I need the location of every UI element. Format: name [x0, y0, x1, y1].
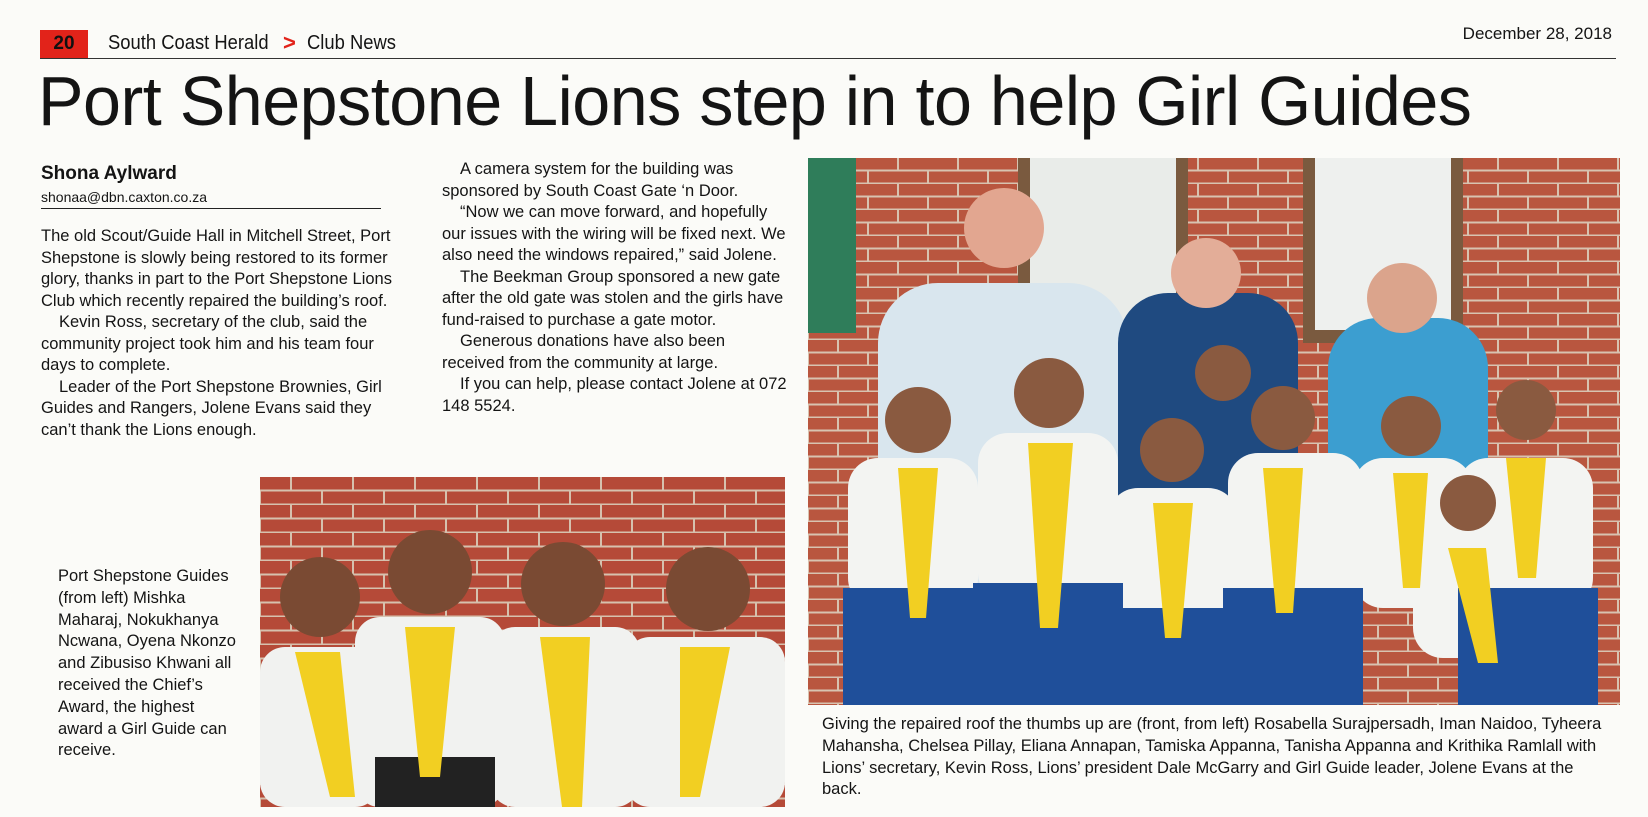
newspaper-name: South Coast Herald	[108, 32, 269, 54]
group-photo	[808, 158, 1620, 705]
paragraph: If you can help, please contact Jolene at 072 148 5524.	[442, 375, 787, 415]
small-photo-caption: Port Shepstone Guides (from left) Mishka Maharaj, Nokukhanya Ncwana, Oyena Nkonzo and Zibusiso Khwani all received the Chief’s Award, the highest award a Girl Guide can receive.	[58, 567, 236, 760]
byline-rule	[41, 208, 381, 209]
paragraph: Generous donations have also been received from the community at large.	[442, 332, 726, 372]
header-rule	[40, 58, 1616, 59]
breadcrumb-separator: >	[283, 30, 296, 55]
paragraph: Kevin Ross, secretary of the club, said the community project took him and his team four days to complete.	[41, 313, 374, 374]
page-number: 20	[40, 30, 88, 58]
byline-author: Shona Aylward	[41, 163, 177, 184]
paragraph: The old Scout/Guide Hall in Mitchell Street, Port Shepstone is slowly being restored to its former glory, thanks in part to the Port Shepstone Lions Club which recently repaired the building’s roof.	[41, 227, 392, 310]
byline-email: shonaa@dbn.caxton.co.za	[41, 189, 207, 205]
section-name: Club News	[307, 32, 396, 54]
group-photo-illustration	[808, 158, 1620, 705]
paragraph: “Now we can move forward, and hopefully our issues with the wiring will be fixed next. We also need the windows repaired,” said Jolene.	[442, 203, 786, 264]
publication-date: December 28, 2018	[1462, 24, 1612, 43]
guides-photo	[260, 477, 785, 807]
article-column-1	[41, 226, 401, 441]
article-headline: Port Shepstone Lions step in to help Girl Guides	[38, 62, 1472, 140]
paragraph: A camera system for the building was sponsored by South Coast Gate ‘n Door.	[442, 160, 739, 200]
paragraph: Leader of the Port Shepstone Brownies, Girl Guides and Rangers, Jolene Evans said they can’t thank the Lions enough.	[41, 377, 382, 439]
main-photo-caption: Giving the repaired roof the thumbs up are (front, from left) Rosabella Surajpersadh, Iman Naidoo, Tyheera Mahansha, Chelsea Pillay, Eliana Annapan, Tamiska Appanna, Tanisha Appanna and Krithika Ramlall with Lions’ secretary, Kevin Ross, Lions’ president Dale McGarry and Girl Guide leader, Jolene Evans at the back.	[822, 715, 1602, 799]
guides-photo-illustration	[260, 477, 785, 807]
paragraph: The Beekman Group sponsored a new gate after the old gate was stolen and the girls have fund-raised to purchase a gate motor.	[442, 267, 784, 329]
article-column-2	[442, 159, 787, 417]
